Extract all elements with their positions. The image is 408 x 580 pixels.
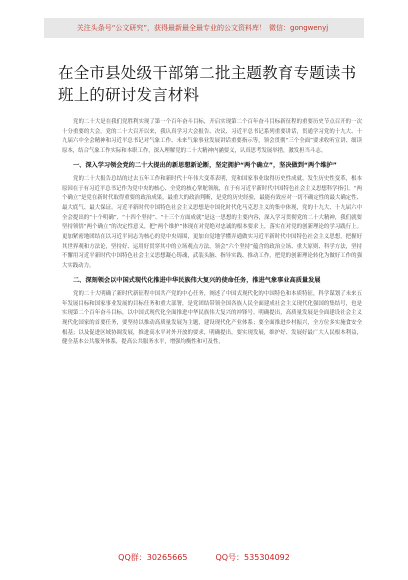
body-paragraph: 党的二十大是在我们党胜利实现了第一个百年奋斗目标，开启实现第二个百年奋斗目标新征程的重要历史节点召开的一次十分重要的大会。党的二十大召开以来，我认真学习大会报告、决议、习近平总书记系列重要讲话，贯通学习党的十九大、十九届六中全会精神和习近平总书记对气象工作、未来气象事业发展讲话重要指示等，领会贯彻“三个全面”要求收听宣讲、细读原本，结合气象工作实际和本职工作，深入理解党的二十大精神内涵要义，认真思考发展举措，激发担当斗志。: [62, 119, 362, 155]
contact-footer: [0, 548, 408, 566]
section-heading: 二、深刻领会以中国式现代化推进中华民族伟大复兴的使命任务，推进气象事业高质量发展: [73, 276, 321, 284]
document-title: 在全市县处级干部第二批主题教育专题读书班上的研讨发言材料: [58, 64, 357, 104]
qq-number-text: QQ号：535304092: [215, 552, 290, 562]
promo-banner-text: 关注头条号“公文研究”，获得最新最全最专业的公文资料库！: [76, 24, 267, 32]
document-body: [62, 118, 362, 351]
promo-banner-wechat: 微信：gongwenyj: [269, 24, 329, 32]
qq-group-text: QQ群：30265665: [118, 552, 188, 562]
section-heading: 一、深入学习领会党的二十大提出的新思想新论断，坚定拥护“两个确立”，坚决做到“两个维护”: [73, 161, 337, 169]
promo-banner: [44, 18, 364, 38]
body-paragraph: 党的二十大报告总结的过去五年工作和新时代十年伟大变革表明，党和国家事业取得历史性成就、发生历史性变革，根本原因在于有习近平总书记作为党中央的核心、全党的核心掌舵领航，在于有习近平新时代中国特色社会主义思想科学指引。“两个确立”是党在新时代取得重要的政治成果，最重大的政治判断，是党的历史经验，最能有效应对一切不确定性的最大确定性、最大底气、最大保证。习近平新时代中国特色社会主义思想是中国化时代化马克思主义的集中体现，党的十九大、十九届六中全会提出的“十个明确”、“十四个坚持”、“十三个方面成就”是这一思想的主要内容，深入学习贯彻党的二十大精神，我们就要坚持领悟“两个确立”的决定性意义，把“两个维护”体现在对党绝对忠诚的根本要求上，落实在对党的创新理论的学习践行上。更加紧密地团结在以习近平同志为核心的党中央周围，更加自觉地学懂弄通做实习近平新时代中国特色社会主义思想，把握好其世界观和方法论，坚持好、运用好贯穿其中的立场观点方法，领会“六个坚持”蕴含的政治立场、重大原则、科学方法，坚持不懈用习近平新时代中国特色社会主义思想凝心铸魂，武装头脑、指导实践、推动工作，把党的创新理论转化为做好工作的强大实践动力。: [62, 175, 362, 270]
body-paragraph: 党的二十大明确了新时代新征程中国共产党的中心任务，阐述了中国式现代化的中国特色和本质特征，科学谋划了未来五年发展目标和国家事业发展的目标任务和重大部署，是党团结带领全国各族人民全面建成社会主义现代化强国的集结号，也是实现第二个百年奋斗目标，以中国式现代化全面推进中华民族伟大复兴的冲锋号。明确提出，高质量发展是全面建设社会主义现代化国家的首要任务，要坚持以推动高质量发展为主题，建设现代化产业体系；要全面推进乡村振兴，全方位多实施食安全根基；以及促进区域协调发展，推进高水平对外开放的要求，明确提出，要实现发展，维护好、发展好最广大人民根本利益，健全基本公共服务体系，提高公共服务水平，增强均衡性和可及性，: [62, 290, 362, 346]
